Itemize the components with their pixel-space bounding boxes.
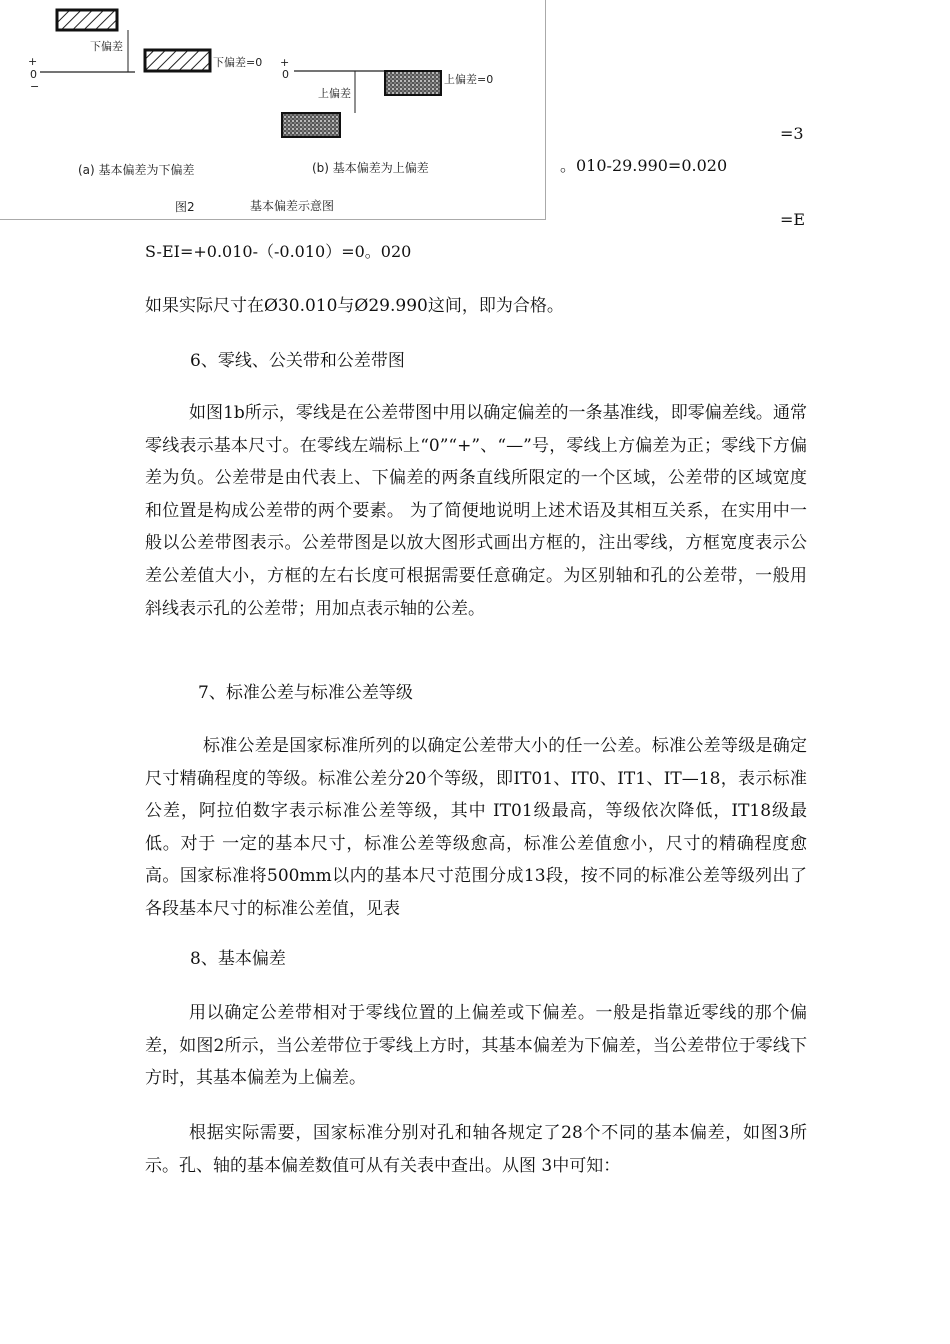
dotted-tolerance-zone-lower xyxy=(282,113,340,137)
calc-fragment-4: S-EI=+0.010-（-0.010）=0。020 xyxy=(145,242,412,261)
upper-deviation-zero-label: 上偏差=0 xyxy=(444,73,494,86)
heading-8: 8、基本偏差 xyxy=(190,949,286,969)
paragraph-9: 根据实际需要，国家标准分别对孔和轴各规定了28个不同的基本偏差，如图3所示。孔、轴的基本偏差数值可从有关表中查出。从图 3中可知： xyxy=(145,1123,807,1176)
caption-a: (a) 基本偏差为下偏差 xyxy=(78,163,195,177)
panel-a xyxy=(28,10,262,93)
dotted-tolerance-zone-at-zero xyxy=(385,71,441,95)
figure-basic-deviation xyxy=(0,0,546,220)
paragraph-6: 如图1b所示，零线是在公差带图中用以确定偏差的一条基准线，即零偏差线。通常零线表示基本尺寸。在零线左端标上“0”“+”、“—”号，零线上方偏差为正；零线下方偏差为负。公差带是由代表上、下偏差的两条直线所限定的一个区域，公差带的区域宽度和位置是构成公差带的两个要素。 为了简便地说明上述术语及其相互关系，在实用中一般以公差带图表示。公差带图是以放大图形式画出方框的，注出零线，方框宽度表示公差公差值大小，方框的左右长度可根据需要任意确定。为区别轴和孔的公差带，一般用斜线表示孔的公差带；用加点表示轴的公差。 xyxy=(145,403,807,619)
upper-deviation-label: 上偏差 xyxy=(318,87,351,100)
zero-line-zero-label-b: 0 xyxy=(282,68,289,81)
hatched-tolerance-zone-at-zero xyxy=(145,50,210,71)
figure-title: 基本偏差示意图 xyxy=(250,199,335,213)
hatched-tolerance-zone-upper xyxy=(57,10,117,30)
figure-number: 图2 xyxy=(175,200,195,214)
zero-line-plus-sign-b: + xyxy=(280,56,290,69)
paragraph-7: 标准公差是国家标准所列的以确定公差带大小的任一公差。标准公差等级是确定尺寸精确程度的等级。标准公差分20个等级，即IT01、IT0、IT1、IT—18，表示标准公差，阿拉伯数字表示标准公差等级，其中 IT01级最高，等级依次降低，IT18级最低。对于 一定的基本尺寸，标准公差等级愈高，标准公差值愈小，尺寸的精确程度愈高。国家标准将500mm以内的基本尺寸范围分成13段，按不同的标准公差等级列出了各段基本尺寸的标准公差值，见表 xyxy=(145,736,807,919)
zero-line-plus-sign: + xyxy=(28,55,38,68)
caption-b: (b) 基本偏差为上偏差 xyxy=(312,161,429,175)
calc-fragment-1: =3 xyxy=(780,124,804,143)
heading-7: 7、标准公差与标准公差等级 xyxy=(198,683,413,703)
heading-6: 6、零线、公关带和公差带图 xyxy=(190,351,405,371)
lower-deviation-zero-label: 下偏差=0 xyxy=(213,56,263,69)
zero-line-minus-sign: − xyxy=(30,80,40,93)
calc-fragment-3: =E xyxy=(780,210,806,229)
calc-fragment-2: 。010-29.990=0.020 xyxy=(560,156,728,175)
lower-deviation-label: 下偏差 xyxy=(90,40,123,53)
paragraph-8: 用以确定公差带相对于零线位置的上偏差或下偏差。一般是指靠近零线的那个偏差，如图2所示，当公差带位于零线上方时，其基本偏差为下偏差，当公差带位于零线下方时，其基本偏差为上偏差。 xyxy=(145,1003,807,1089)
panel-b xyxy=(280,56,493,137)
figure-drawing xyxy=(0,0,545,219)
zero-line-zero-label: 0 xyxy=(30,68,37,81)
qualified-sentence: 如果实际尺寸在Ø30.010与Ø29.990这间，即为合格。 xyxy=(145,296,564,316)
